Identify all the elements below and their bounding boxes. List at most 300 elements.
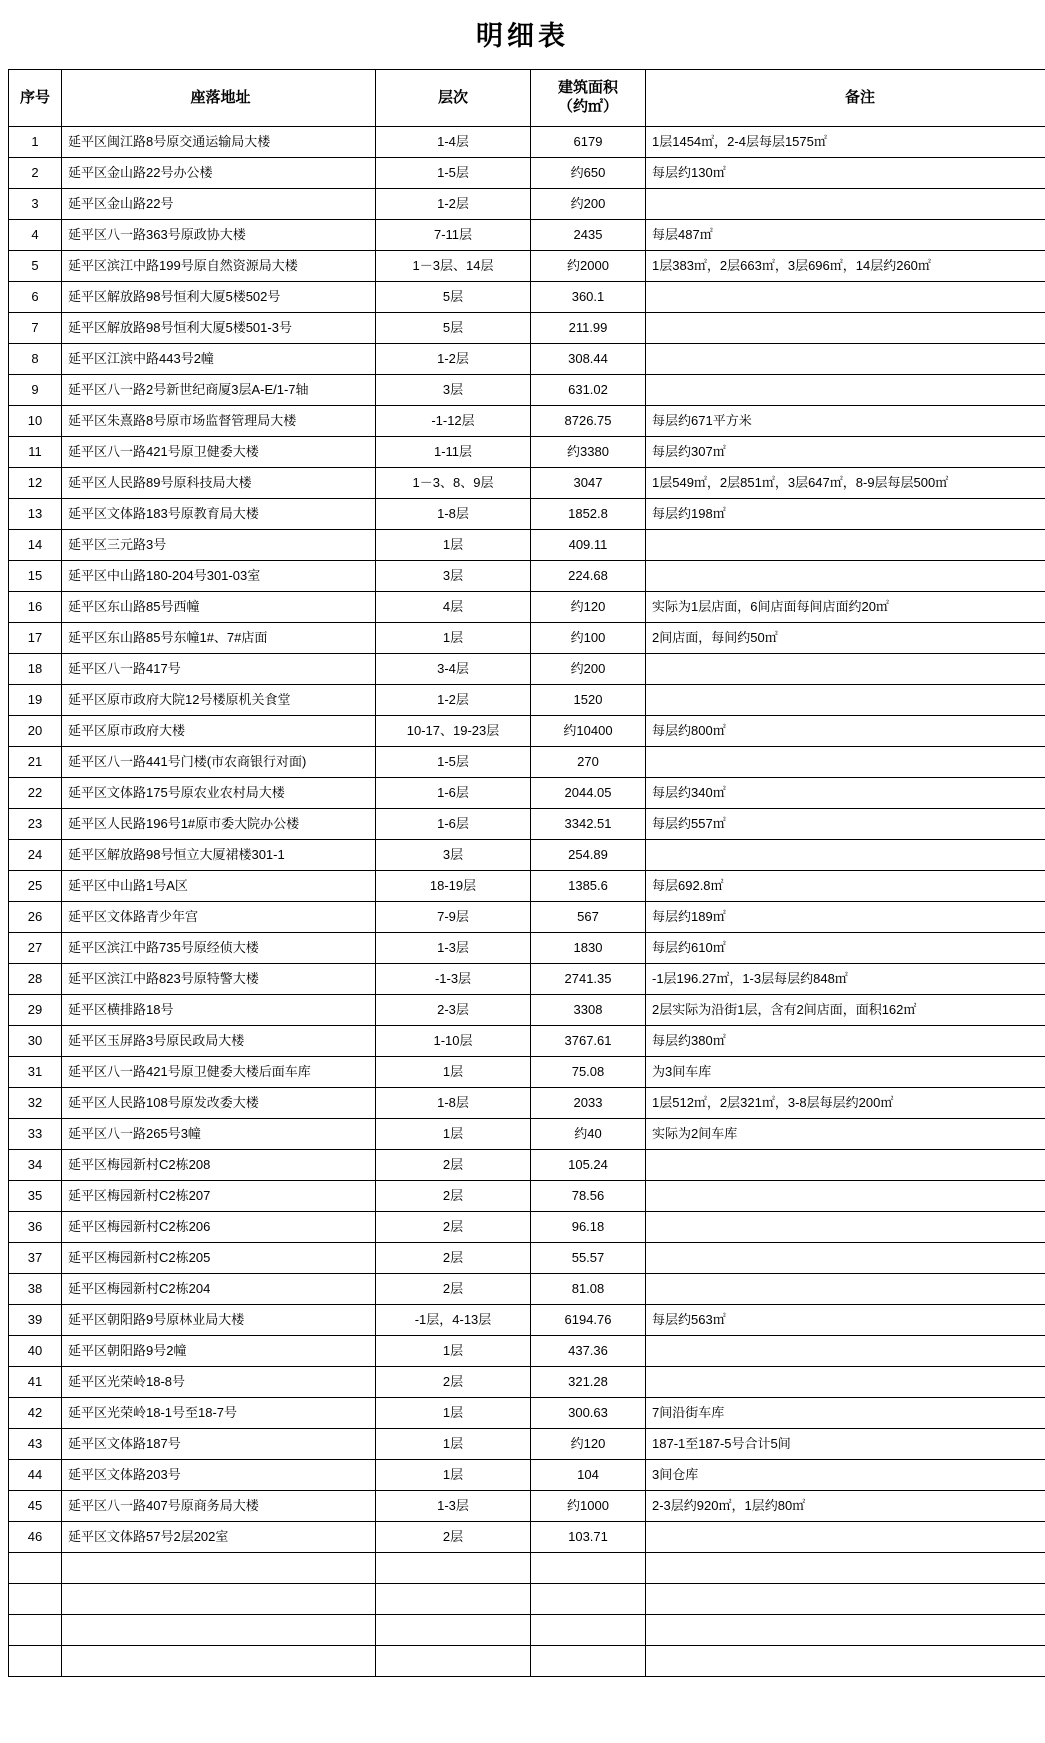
cell-address: 延平区文体路青少年宫 <box>62 902 376 933</box>
cell-floor: 1-8层 <box>376 499 531 530</box>
cell-note <box>646 375 1045 406</box>
cell-floor: 7-11层 <box>376 220 531 251</box>
cell-index: 38 <box>9 1274 62 1305</box>
cell-area: 437.36 <box>531 1336 646 1367</box>
cell-area: 409.11 <box>531 530 646 561</box>
cell-note: 每层约563㎡ <box>646 1305 1045 1336</box>
cell-address: 延平区解放路98号恒利大厦5楼502号 <box>62 282 376 313</box>
cell-index: 8 <box>9 344 62 375</box>
table-row <box>9 592 1045 623</box>
cell-address: 延平区横排路18号 <box>62 995 376 1026</box>
cell-address: 延平区梅园新村C2栋206 <box>62 1212 376 1243</box>
cell-address: 延平区金山路22号办公楼 <box>62 158 376 189</box>
cell-address: 延平区八一路265号3幢 <box>62 1119 376 1150</box>
table-row <box>9 127 1045 158</box>
cell-note: 3间仓库 <box>646 1460 1045 1491</box>
cell-area: 约10400 <box>531 716 646 747</box>
cell-floor: 1-11层 <box>376 437 531 468</box>
cell-index: 40 <box>9 1336 62 1367</box>
cell-area: 约650 <box>531 158 646 189</box>
cell-note: 每层约557㎡ <box>646 809 1045 840</box>
cell-address: 延平区解放路98号恒利大厦5楼501-3号 <box>62 313 376 344</box>
cell-floor: 1-3层 <box>376 933 531 964</box>
cell-index: 11 <box>9 437 62 468</box>
cell-note: 每层约130㎡ <box>646 158 1045 189</box>
cell-area: 321.28 <box>531 1367 646 1398</box>
table-body <box>9 127 1045 1677</box>
cell-area: 1852.8 <box>531 499 646 530</box>
table-row <box>9 654 1045 685</box>
cell-area: 96.18 <box>531 1212 646 1243</box>
cell-note: 187-1至187-5号合计5间 <box>646 1429 1045 1460</box>
cell-index: 46 <box>9 1522 62 1553</box>
cell-index: 5 <box>9 251 62 282</box>
cell-index: 3 <box>9 189 62 220</box>
cell-address: 延平区滨江中路199号原自然资源局大楼 <box>62 251 376 282</box>
cell-address: 延平区中山路180-204号301-03室 <box>62 561 376 592</box>
cell-index: 9 <box>9 375 62 406</box>
table-row <box>9 1119 1045 1150</box>
table-row <box>9 1336 1045 1367</box>
cell-index: 22 <box>9 778 62 809</box>
column-header-area <box>531 70 646 127</box>
cell-index: 34 <box>9 1150 62 1181</box>
cell-note: 2-3层约920㎡，1层约80㎡ <box>646 1491 1045 1522</box>
cell-address: 延平区人民路89号原科技局大楼 <box>62 468 376 499</box>
table-row <box>9 1305 1045 1336</box>
cell-area: 631.02 <box>531 375 646 406</box>
column-header-index: 序号 <box>9 70 62 127</box>
cell-floor: 1-5层 <box>376 158 531 189</box>
cell-address: 延平区光荣岭18-1号至18-7号 <box>62 1398 376 1429</box>
cell-address: 延平区人民路196号1#原市委大院办公楼 <box>62 809 376 840</box>
cell-address: 延平区朝阳路9号原林业局大楼 <box>62 1305 376 1336</box>
cell-index: 30 <box>9 1026 62 1057</box>
cell-blank <box>531 1584 646 1615</box>
cell-note: 每层约380㎡ <box>646 1026 1045 1057</box>
cell-floor: 2层 <box>376 1150 531 1181</box>
cell-floor: 1-3层 <box>376 1491 531 1522</box>
table-row <box>9 1150 1045 1181</box>
cell-note <box>646 1181 1045 1212</box>
cell-note: 每层692.8㎡ <box>646 871 1045 902</box>
cell-address: 延平区文体路57号2层202室 <box>62 1522 376 1553</box>
cell-floor: 2层 <box>376 1522 531 1553</box>
cell-area: 3767.61 <box>531 1026 646 1057</box>
table-row <box>9 158 1045 189</box>
cell-blank <box>9 1615 62 1646</box>
table-row <box>9 344 1045 375</box>
cell-floor: 3层 <box>376 561 531 592</box>
cell-index: 27 <box>9 933 62 964</box>
cell-address: 延平区滨江中路735号原经侦大楼 <box>62 933 376 964</box>
cell-note <box>646 561 1045 592</box>
table-row <box>9 406 1045 437</box>
table-row <box>9 561 1045 592</box>
cell-note <box>646 282 1045 313</box>
cell-address: 延平区八一路441号门楼(市农商银行对面) <box>62 747 376 778</box>
cell-area: 308.44 <box>531 344 646 375</box>
cell-note: 每层约671平方米 <box>646 406 1045 437</box>
cell-floor: 1层 <box>376 1460 531 1491</box>
cell-index: 33 <box>9 1119 62 1150</box>
cell-area: 103.71 <box>531 1522 646 1553</box>
cell-floor: 1-2层 <box>376 685 531 716</box>
cell-note: 2层实际为沿街1层，含有2间店面，面积162㎡ <box>646 995 1045 1026</box>
cell-address: 延平区梅园新村C2栋205 <box>62 1243 376 1274</box>
cell-blank <box>376 1615 531 1646</box>
cell-area: 360.1 <box>531 282 646 313</box>
cell-area: 3308 <box>531 995 646 1026</box>
table-row <box>9 189 1045 220</box>
cell-floor: 5层 <box>376 313 531 344</box>
cell-note: 每层约307㎡ <box>646 437 1045 468</box>
cell-floor: 3层 <box>376 840 531 871</box>
cell-floor: 1层 <box>376 530 531 561</box>
cell-blank <box>62 1553 376 1584</box>
cell-index: 12 <box>9 468 62 499</box>
cell-area: 6179 <box>531 127 646 158</box>
cell-note <box>646 189 1045 220</box>
cell-address: 延平区江滨中路443号2幢 <box>62 344 376 375</box>
cell-area: 8726.75 <box>531 406 646 437</box>
cell-floor: 1－3层、14层 <box>376 251 531 282</box>
cell-note <box>646 1274 1045 1305</box>
cell-index: 21 <box>9 747 62 778</box>
cell-note: 每层约189㎡ <box>646 902 1045 933</box>
cell-note: 1层1454㎡，2-4层每层1575㎡ <box>646 127 1045 158</box>
cell-floor: 1-2层 <box>376 189 531 220</box>
cell-address: 延平区八一路421号原卫健委大楼后面车库 <box>62 1057 376 1088</box>
cell-index: 13 <box>9 499 62 530</box>
cell-index: 10 <box>9 406 62 437</box>
cell-note: 每层487㎡ <box>646 220 1045 251</box>
cell-address: 延平区八一路2号新世纪商厦3层A-E/1-7轴 <box>62 375 376 406</box>
cell-blank <box>646 1646 1045 1677</box>
cell-note: 1层383㎡，2层663㎡，3层696㎡，14层约260㎡ <box>646 251 1045 282</box>
cell-floor: 1-5层 <box>376 747 531 778</box>
cell-index: 6 <box>9 282 62 313</box>
table-row <box>9 1057 1045 1088</box>
cell-address: 延平区朱熹路8号原市场监督管理局大楼 <box>62 406 376 437</box>
cell-note <box>646 1150 1045 1181</box>
cell-note: 每层约340㎡ <box>646 778 1045 809</box>
cell-area: 约40 <box>531 1119 646 1150</box>
cell-blank <box>9 1553 62 1584</box>
cell-address: 延平区玉屏路3号原民政局大楼 <box>62 1026 376 1057</box>
table-header-row <box>9 70 1045 127</box>
cell-area: 270 <box>531 747 646 778</box>
table-row <box>9 1026 1045 1057</box>
cell-index: 25 <box>9 871 62 902</box>
cell-floor: 1层 <box>376 623 531 654</box>
cell-address: 延平区文体路203号 <box>62 1460 376 1491</box>
cell-area: 约3380 <box>531 437 646 468</box>
cell-note: 2间店面，每间约50㎡ <box>646 623 1045 654</box>
cell-area: 211.99 <box>531 313 646 344</box>
cell-index: 26 <box>9 902 62 933</box>
cell-address: 延平区人民路108号原发改委大楼 <box>62 1088 376 1119</box>
cell-note <box>646 313 1045 344</box>
cell-address: 延平区闽江路8号原交通运输局大楼 <box>62 127 376 158</box>
cell-floor: 1-2层 <box>376 344 531 375</box>
cell-floor: 4层 <box>376 592 531 623</box>
cell-area: 105.24 <box>531 1150 646 1181</box>
table-row <box>9 902 1045 933</box>
cell-area: 1520 <box>531 685 646 716</box>
cell-address: 延平区三元路3号 <box>62 530 376 561</box>
table-row-blank <box>9 1553 1045 1584</box>
cell-area: 约1000 <box>531 1491 646 1522</box>
cell-area: 约200 <box>531 189 646 220</box>
cell-address: 延平区中山路1号A区 <box>62 871 376 902</box>
cell-area: 104 <box>531 1460 646 1491</box>
cell-area: 55.57 <box>531 1243 646 1274</box>
cell-blank <box>531 1615 646 1646</box>
cell-floor: 1-8层 <box>376 1088 531 1119</box>
table-row <box>9 499 1045 530</box>
cell-index: 23 <box>9 809 62 840</box>
cell-floor: -1-3层 <box>376 964 531 995</box>
table-row <box>9 1367 1045 1398</box>
cell-note <box>646 1243 1045 1274</box>
cell-floor: 1层 <box>376 1429 531 1460</box>
cell-index: 45 <box>9 1491 62 1522</box>
column-header-area-line1: 建筑面积 <box>557 79 618 97</box>
cell-index: 4 <box>9 220 62 251</box>
cell-floor: 1层 <box>376 1398 531 1429</box>
table-row <box>9 282 1045 313</box>
cell-area: 6194.76 <box>531 1305 646 1336</box>
cell-area: 567 <box>531 902 646 933</box>
table-row <box>9 1243 1045 1274</box>
cell-floor: 5层 <box>376 282 531 313</box>
cell-index: 28 <box>9 964 62 995</box>
cell-index: 39 <box>9 1305 62 1336</box>
cell-blank <box>62 1646 376 1677</box>
cell-index: 36 <box>9 1212 62 1243</box>
cell-index: 19 <box>9 685 62 716</box>
cell-address: 延平区东山路85号东幢1#、7#店面 <box>62 623 376 654</box>
detail-table <box>8 69 1045 1677</box>
cell-index: 7 <box>9 313 62 344</box>
table-row <box>9 871 1045 902</box>
table-row <box>9 468 1045 499</box>
cell-address: 延平区梅园新村C2栋208 <box>62 1150 376 1181</box>
cell-floor: 2层 <box>376 1243 531 1274</box>
column-header-floor: 层次 <box>376 70 531 127</box>
cell-note <box>646 1336 1045 1367</box>
cell-note: 为3间车库 <box>646 1057 1045 1088</box>
cell-index: 29 <box>9 995 62 1026</box>
table-row <box>9 1212 1045 1243</box>
cell-note <box>646 1522 1045 1553</box>
cell-area: 约120 <box>531 592 646 623</box>
cell-address: 延平区朝阳路9号2幢 <box>62 1336 376 1367</box>
cell-address: 延平区八一路407号原商务局大楼 <box>62 1491 376 1522</box>
table-row <box>9 716 1045 747</box>
table-row <box>9 685 1045 716</box>
cell-blank <box>646 1615 1045 1646</box>
cell-address: 延平区东山路85号西幢 <box>62 592 376 623</box>
cell-area: 2033 <box>531 1088 646 1119</box>
cell-address: 延平区原市政府大院12号楼原机关食堂 <box>62 685 376 716</box>
table-row <box>9 747 1045 778</box>
column-header-note: 备注 <box>646 70 1045 127</box>
cell-note <box>646 840 1045 871</box>
cell-area: 224.68 <box>531 561 646 592</box>
cell-index: 18 <box>9 654 62 685</box>
table-row <box>9 778 1045 809</box>
cell-note: -1层196.27㎡，1-3层每层约848㎡ <box>646 964 1045 995</box>
cell-index: 15 <box>9 561 62 592</box>
cell-index: 43 <box>9 1429 62 1460</box>
cell-note: 1层512㎡，2层321㎡，3-8层每层约200㎡ <box>646 1088 1045 1119</box>
cell-note <box>646 530 1045 561</box>
table-row <box>9 1274 1045 1305</box>
table-row <box>9 809 1045 840</box>
cell-note: 7间沿街车库 <box>646 1398 1045 1429</box>
cell-note <box>646 747 1045 778</box>
column-header-address: 座落地址 <box>62 70 376 127</box>
cell-index: 1 <box>9 127 62 158</box>
cell-address: 延平区滨江中路823号原特警大楼 <box>62 964 376 995</box>
cell-area: 2435 <box>531 220 646 251</box>
cell-address: 延平区梅园新村C2栋207 <box>62 1181 376 1212</box>
cell-floor: 1－3、8、9层 <box>376 468 531 499</box>
cell-index: 14 <box>9 530 62 561</box>
cell-floor: 1-10层 <box>376 1026 531 1057</box>
cell-address: 延平区原市政府大楼 <box>62 716 376 747</box>
cell-area: 约200 <box>531 654 646 685</box>
cell-floor: 10-17、19-23层 <box>376 716 531 747</box>
cell-index: 44 <box>9 1460 62 1491</box>
cell-floor: 1-6层 <box>376 809 531 840</box>
table-row <box>9 1460 1045 1491</box>
cell-address: 延平区解放路98号恒立大厦裙楼301-1 <box>62 840 376 871</box>
column-header-area-line2: （约㎡） <box>557 98 618 115</box>
cell-area: 3342.51 <box>531 809 646 840</box>
cell-index: 41 <box>9 1367 62 1398</box>
cell-blank <box>376 1646 531 1677</box>
cell-blank <box>376 1584 531 1615</box>
cell-floor: 1层 <box>376 1057 531 1088</box>
table-row <box>9 964 1045 995</box>
cell-area: 约100 <box>531 623 646 654</box>
cell-area: 300.63 <box>531 1398 646 1429</box>
table-row <box>9 313 1045 344</box>
cell-area: 75.08 <box>531 1057 646 1088</box>
cell-note <box>646 1212 1045 1243</box>
cell-area: 2044.05 <box>531 778 646 809</box>
table-row <box>9 1398 1045 1429</box>
table-row <box>9 375 1045 406</box>
table-row <box>9 530 1045 561</box>
cell-floor: -1-12层 <box>376 406 531 437</box>
cell-floor: 3层 <box>376 375 531 406</box>
cell-note <box>646 685 1045 716</box>
table-row <box>9 437 1045 468</box>
cell-note: 实际为1层店面，6间店面每间店面约20㎡ <box>646 592 1045 623</box>
cell-area: 3047 <box>531 468 646 499</box>
cell-blank <box>376 1553 531 1584</box>
cell-note: 每层约800㎡ <box>646 716 1045 747</box>
cell-blank <box>62 1584 376 1615</box>
cell-index: 20 <box>9 716 62 747</box>
table-row <box>9 933 1045 964</box>
cell-address: 延平区文体路187号 <box>62 1429 376 1460</box>
table-row-blank <box>9 1615 1045 1646</box>
cell-index: 17 <box>9 623 62 654</box>
table-row <box>9 623 1045 654</box>
cell-blank <box>531 1553 646 1584</box>
cell-index: 42 <box>9 1398 62 1429</box>
cell-area: 78.56 <box>531 1181 646 1212</box>
cell-blank <box>9 1584 62 1615</box>
cell-note <box>646 344 1045 375</box>
cell-note: 1层549㎡，2层851㎡，3层647㎡，8-9层每层500㎡ <box>646 468 1045 499</box>
cell-address: 延平区八一路363号原政协大楼 <box>62 220 376 251</box>
cell-index: 32 <box>9 1088 62 1119</box>
cell-area: 81.08 <box>531 1274 646 1305</box>
cell-area: 1385.6 <box>531 871 646 902</box>
cell-floor: 1-6层 <box>376 778 531 809</box>
cell-floor: 2层 <box>376 1367 531 1398</box>
cell-floor: 3-4层 <box>376 654 531 685</box>
table-row <box>9 840 1045 871</box>
cell-note: 每层约198㎡ <box>646 499 1045 530</box>
table-row <box>9 1181 1045 1212</box>
cell-note: 实际为2间车库 <box>646 1119 1045 1150</box>
cell-floor: 18-19层 <box>376 871 531 902</box>
cell-index: 24 <box>9 840 62 871</box>
cell-floor: -1层，4-13层 <box>376 1305 531 1336</box>
cell-note <box>646 654 1045 685</box>
cell-floor: 1层 <box>376 1336 531 1367</box>
cell-floor: 1-4层 <box>376 127 531 158</box>
cell-floor: 2-3层 <box>376 995 531 1026</box>
cell-floor: 7-9层 <box>376 902 531 933</box>
table-row <box>9 1429 1045 1460</box>
cell-address: 延平区八一路417号 <box>62 654 376 685</box>
table-row <box>9 1522 1045 1553</box>
table-row <box>9 251 1045 282</box>
cell-blank <box>646 1584 1045 1615</box>
cell-area: 2741.35 <box>531 964 646 995</box>
cell-index: 37 <box>9 1243 62 1274</box>
cell-floor: 1层 <box>376 1119 531 1150</box>
table-row <box>9 220 1045 251</box>
table-row-blank <box>9 1584 1045 1615</box>
table-row <box>9 995 1045 1026</box>
table-row <box>9 1088 1045 1119</box>
cell-address: 延平区文体路175号原农业农村局大楼 <box>62 778 376 809</box>
cell-index: 2 <box>9 158 62 189</box>
cell-blank <box>9 1646 62 1677</box>
table-header <box>9 70 1045 127</box>
cell-floor: 2层 <box>376 1274 531 1305</box>
cell-blank <box>62 1615 376 1646</box>
table-row-blank <box>9 1646 1045 1677</box>
cell-area: 约2000 <box>531 251 646 282</box>
cell-area: 1830 <box>531 933 646 964</box>
cell-floor: 2层 <box>376 1212 531 1243</box>
cell-floor: 2层 <box>376 1181 531 1212</box>
cell-index: 31 <box>9 1057 62 1088</box>
cell-index: 16 <box>9 592 62 623</box>
cell-note <box>646 1367 1045 1398</box>
page-title: 明细表 <box>476 21 569 52</box>
